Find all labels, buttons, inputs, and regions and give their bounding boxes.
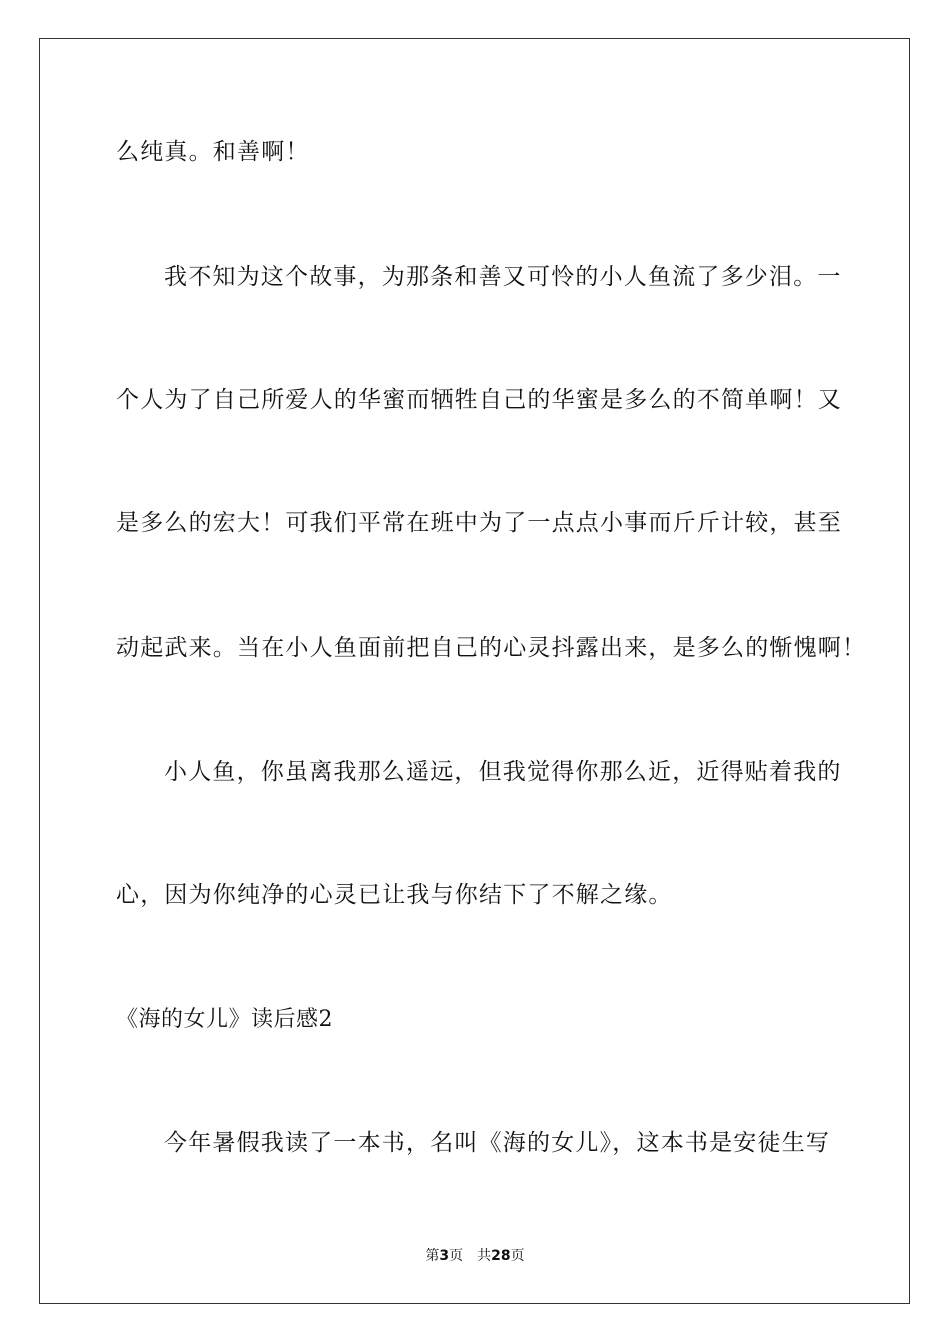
page-suffix: 页: [449, 1248, 464, 1264]
page-footer: [0, 1246, 950, 1266]
paragraph-line-1: 么纯真。和善啊！: [116, 139, 310, 165]
current-page-number: 3: [439, 1248, 450, 1264]
paragraph-line-8: 今年暑假我读了一本书，名叫《海的女儿》，这本书是安徒生写: [164, 1130, 831, 1156]
paragraph-line-4: 是多么的宏大！可我们平常在班中为了一点点小事而斤斤计较，甚至: [116, 510, 842, 536]
paragraph-line-7: 心，因为你纯净的心灵已让我与你结下了不解之缘。: [116, 882, 673, 908]
section-heading: 《海的女儿》读后感2: [116, 1007, 333, 1032]
total-pages-number: 28: [491, 1248, 511, 1264]
total-suffix: 页: [510, 1248, 525, 1264]
paragraph-line-3: 个人为了自己所爱人的华蜜而牺牲自己的华蜜是多么的不简单啊！又: [116, 387, 842, 413]
total-prefix: 共: [477, 1248, 492, 1264]
paragraph-line-6: 小人鱼，你虽离我那么遥远，但我觉得你那么近，近得贴着我的: [164, 759, 842, 785]
page-prefix: 第: [425, 1248, 440, 1264]
page-frame: [39, 38, 910, 1304]
paragraph-line-5: 动起武来。当在小人鱼面前把自己的心灵抖露出来，是多么的惭愧啊！: [116, 635, 867, 661]
paragraph-line-2: 我不知为这个故事，为那条和善又可怜的小人鱼流了多少泪。一: [164, 264, 842, 290]
